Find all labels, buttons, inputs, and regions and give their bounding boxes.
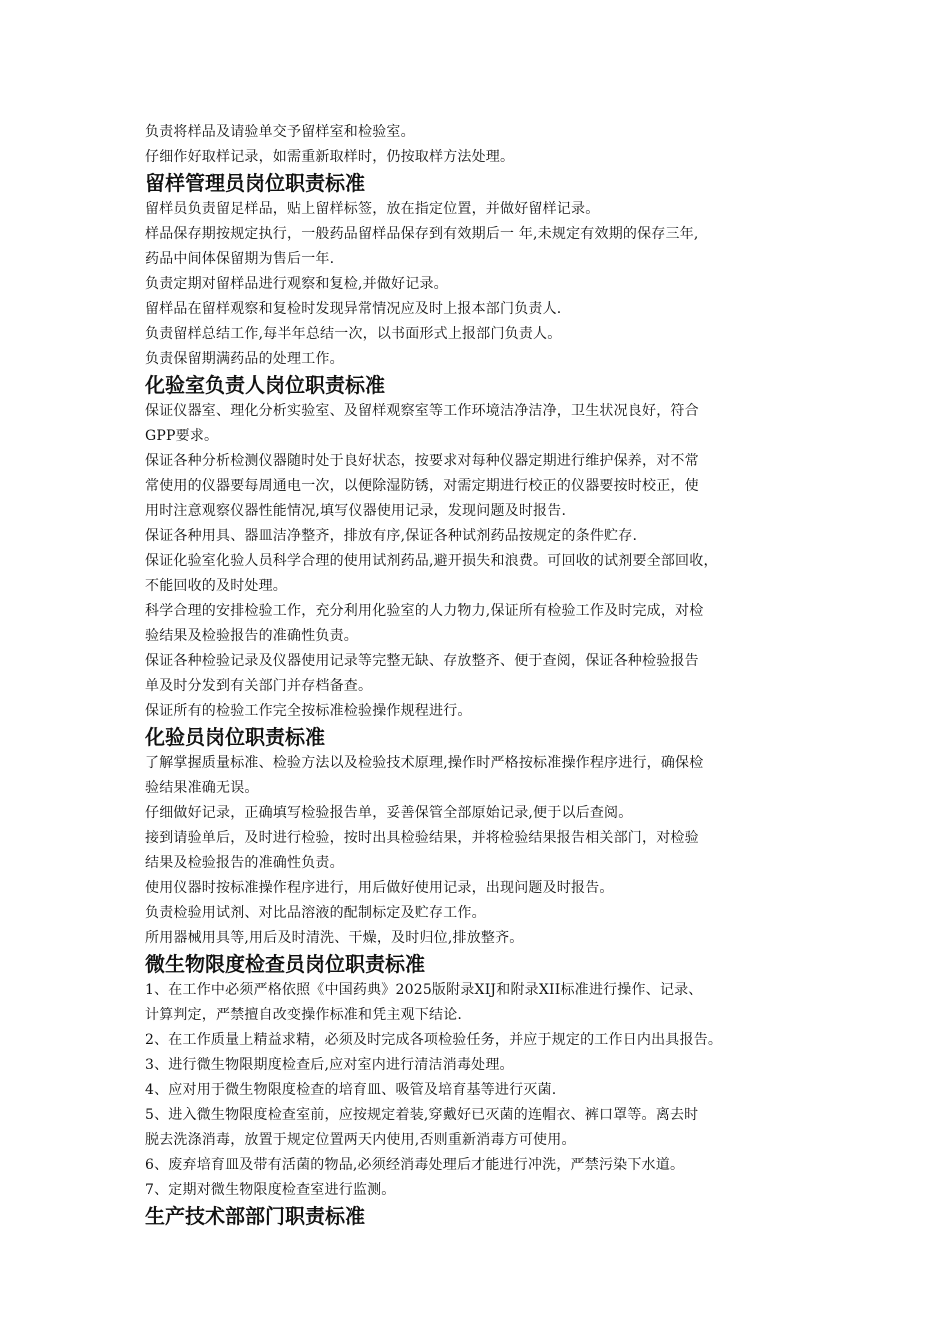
paragraph-line: 接到请验单后，及时进行检验，按时出具检验结果，并将检验结果报告相关部门，对检验 bbox=[145, 830, 699, 846]
paragraph-line: 2、在工作质量上精益求精，必须及时完成各项检验任务，并应于规定的工作日内出具报告。 bbox=[145, 1032, 723, 1048]
document-page bbox=[145, 120, 835, 1230]
section-sample-keeper bbox=[145, 170, 835, 372]
paragraph-line: 3、进行微生物限期度检查后,应对室内进行清洁消毒处理。 bbox=[145, 1057, 514, 1073]
paragraph-line: 5、进入微生物限度检查室前，应按规定着装,穿戴好已灭菌的连帽衣、裤口罩等。离去时 bbox=[145, 1107, 699, 1123]
paragraph-line: 了解掌握质量标准、检验方法以及检验技术原理,操作时严格按标准操作程序进行，确保检 bbox=[145, 755, 704, 771]
section-heading: 留样管理员岗位职责标准 bbox=[145, 171, 365, 195]
section-lab-head bbox=[145, 372, 835, 724]
paragraph-line: 负责留样总结工作,每半年总结一次，以书面形式上报部门负责人。 bbox=[145, 326, 562, 342]
paragraph-line: GPP要求。 bbox=[145, 428, 219, 444]
paragraph-line: 负责保留期满药品的处理工作。 bbox=[145, 351, 344, 367]
section-microbial-inspector bbox=[145, 951, 835, 1203]
paragraph-line: 使用仪器时按标准操作程序进行，用后做好使用记录，出现问题及时报告。 bbox=[145, 880, 614, 896]
paragraph-line: 1、在工作中必须严格依照《中国药典》2025版附录XIJ和附录XII标准进行操作、记录、 bbox=[145, 982, 703, 998]
paragraph-line: 常使用的仪器要每周通电一次，以便除湿防锈，对需定期进行校正的仪器要按时校正，使 bbox=[145, 478, 699, 494]
section-heading: 化验室负责人岗位职责标准 bbox=[145, 373, 385, 397]
paragraph-line: 单及时分发到有关部门并存档备查。 bbox=[145, 678, 373, 694]
paragraph-line: 保证所有的检验工作完全按标准检验操作规程进行。 bbox=[145, 703, 472, 719]
paragraph-line: 仔细做好记录，正确填写检验报告单，妥善保管全部原始记录,便于以后查阅。 bbox=[145, 805, 633, 821]
paragraph-line: 负责将样品及请验单交予留样室和检验室。 bbox=[145, 124, 415, 140]
paragraph-line: 留样员负责留足样品，贴上留样标签，放在指定位置，并做好留样记录。 bbox=[145, 201, 600, 217]
section-sampling-continued bbox=[145, 120, 835, 170]
paragraph-line: 仔细作好取样记录，如需重新取样时，仍按取样方法处理。 bbox=[145, 149, 515, 165]
paragraph-line: 脱去洗涤消毒，放置于规定位置两天内使用,否则重新消毒方可使用。 bbox=[145, 1132, 576, 1148]
section-heading: 生产技术部部门职责标准 bbox=[145, 1204, 365, 1228]
paragraph-line: 保证仪器室、理化分析实验室、及留样观察室等工作环境洁净洁净，卫生状况良好，符合 bbox=[145, 403, 699, 419]
paragraph-line: 所用器械用具等,用后及时清洗、干燥，及时归位,排放整齐。 bbox=[145, 930, 524, 946]
section-production-tech bbox=[145, 1203, 835, 1230]
paragraph-line: 负责定期对留样品进行观察和复检,并做好记录。 bbox=[145, 276, 448, 292]
paragraph-line: 样品保存期按规定执行，一般药品留样品保存到有效期后一 年,未规定有效期的保存三年, bbox=[145, 226, 699, 242]
paragraph-line: 7、定期对微生物限度检查室进行监测。 bbox=[145, 1182, 396, 1198]
paragraph-line: 保证各种分析检测仪器随时处于良好状态，按要求对每种仪器定期进行维护保养，对不常 bbox=[145, 453, 699, 469]
paragraph-line: 负责检验用试剂、对比品溶液的配制标定及贮存工作。 bbox=[145, 905, 486, 921]
paragraph-line: 保证各种用具、器皿洁净整齐，排放有序,保证各种试剂药品按规定的条件贮存. bbox=[145, 528, 638, 544]
section-heading: 化验员岗位职责标准 bbox=[145, 725, 325, 749]
paragraph-line: 保证各种检验记录及仪器使用记录等完整无缺、存放整齐、便于查阅，保证各种检验报告 bbox=[145, 653, 699, 669]
paragraph-line: 用时注意观察仪器性能情况,填写仪器使用记录，发现问题及时报告. bbox=[145, 503, 567, 519]
paragraph-line: 药品中间体保留期为售后一年. bbox=[145, 251, 335, 267]
paragraph-line: 结果及检验报告的准确性负责。 bbox=[145, 855, 344, 871]
paragraph-line: 计算判定，严禁擅自改变操作标准和凭主观下结论. bbox=[145, 1007, 463, 1023]
paragraph-line: 6、废弃培育皿及带有活菌的物品,必须经消毒处理后才能进行冲洗，严禁污染下水道。 bbox=[145, 1157, 685, 1173]
paragraph-line: 留样品在留样观察和复检时发现异常情况应及时上报本部门负责人. bbox=[145, 301, 562, 317]
paragraph-line: 4、应对用于微生物限度检查的培育皿、吸管及培育基等进行灭菌. bbox=[145, 1082, 557, 1098]
paragraph-line: 验结果准确无误。 bbox=[145, 780, 259, 796]
paragraph-line: 科学合理的安排检验工作，充分利用化验室的人力物力,保证所有检验工作及时完成，对检 bbox=[145, 603, 704, 619]
section-heading: 微生物限度检查员岗位职责标准 bbox=[145, 952, 425, 976]
paragraph-line: 不能回收的及时处理。 bbox=[145, 578, 287, 594]
paragraph-line: 保证化验室化验人员科学合理的使用试剂药品,避开损失和浪费。可回收的试剂要全部回收， bbox=[145, 553, 718, 569]
section-lab-analyst bbox=[145, 724, 835, 951]
paragraph-line: 验结果及检验报告的准确性负责。 bbox=[145, 628, 358, 644]
